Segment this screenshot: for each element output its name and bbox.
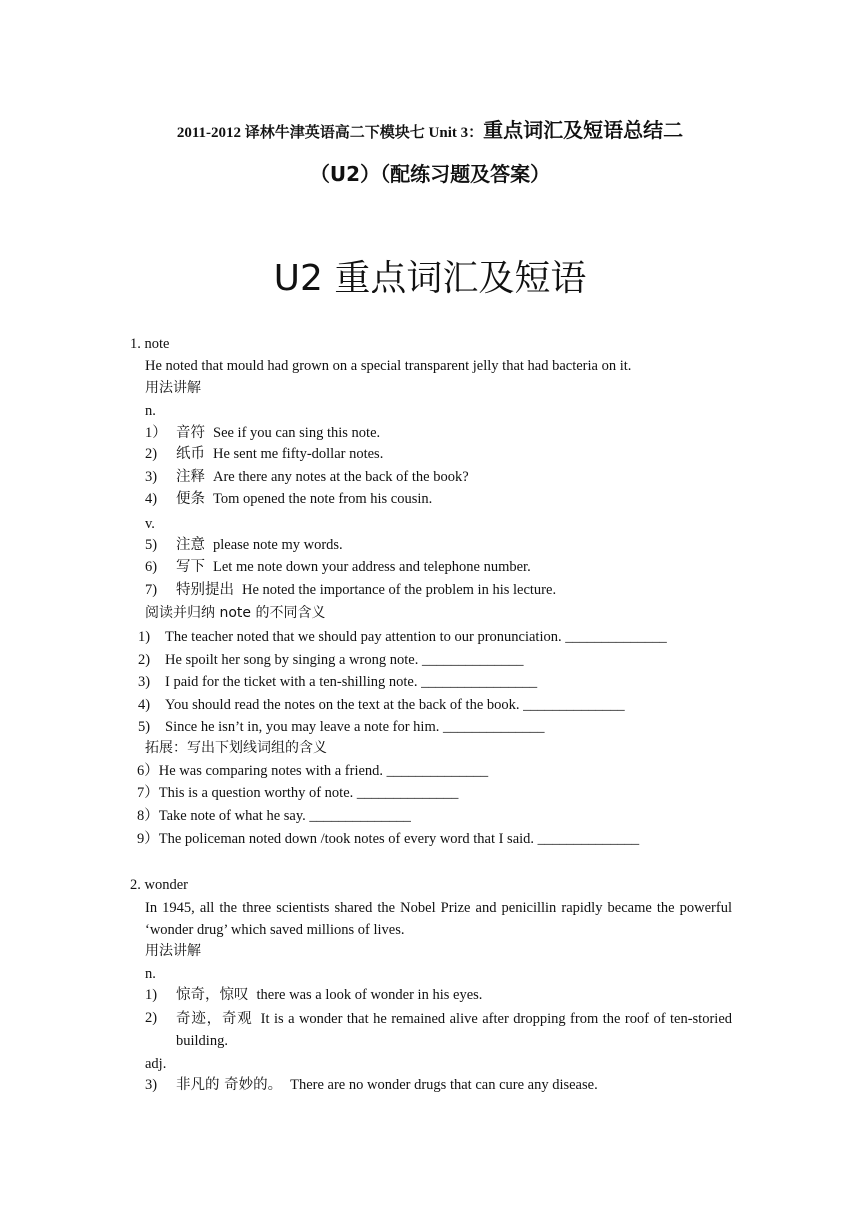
item-number: 7) [145,582,158,598]
list-item [145,580,556,600]
extension-item [137,806,411,826]
item-sentence: It is a wonder that he remained alive after dropping from the roof of ten-storied building. [176,1011,733,1049]
exercise-text: The teacher noted that we should pay attention to our pronunciation. ______________ [165,629,667,645]
item-sentence: please note my words. [213,537,343,553]
exercise-number: 3) [138,674,151,690]
entry-example-wonder: In 1945, all the three scientists shared the Nobel Prize and penicillin rapidly became the powerful ‘wonder drug’ which saved millions of lives. [145,900,732,938]
document-title-line2: （U2）（配练习题及答案） [309,162,551,186]
exercise-item [138,695,625,715]
exercise-text: You should read the notes on the text at the back of the book. ______________ [165,697,625,713]
usage-label: 用法讲解 [145,943,201,959]
item-sentence: He noted the importance of the problem in his lecture. [242,582,557,598]
title-main: 重点词汇及短语总结二 [483,118,684,142]
exercise-number: 5) [138,719,151,735]
item-sentence: See if you can sing this note. [213,425,381,441]
document-title-line1 [0,114,860,143]
item-sentence: Tom opened the note from his cousin. [213,491,433,507]
extension-text: This is a question worthy of note. ______________ [158,785,459,801]
list-item [145,467,469,487]
extension-number: 7） [137,785,159,801]
item-number: 3) [145,469,158,485]
extension-item [137,829,639,849]
usage-label: 用法讲解 [145,380,201,396]
item-number: 1) [145,987,158,1003]
pos-noun: n. [145,966,156,982]
item-number: 6) [145,559,158,575]
item-meaning: 特别提出 [176,582,234,598]
list-item [145,985,482,1005]
exercise-item [138,627,667,647]
exercise-number: 4) [138,697,151,713]
item-number: 3) [145,1077,158,1093]
entry-head-wonder: 2. wonder [130,877,188,893]
item-meaning: 便条 [176,491,205,507]
extension-number: 6） [137,763,159,779]
exercise-item [138,672,537,692]
item-sentence: There are no wonder drugs that can cure any disease. [290,1077,598,1093]
item-number: 2) [145,446,158,462]
exercise-text: I paid for the ticket with a ten-shilling note. ________________ [165,674,538,690]
list-item [145,444,383,464]
list-item [145,557,531,577]
exercise-number: 1) [138,629,151,645]
list-item [145,1008,732,1052]
extension-label: 拓展：写出下划线词组的含义 [145,740,327,756]
item-sentence: Let me note down your address and telephone number. [213,559,531,575]
item-body [176,1008,732,1052]
list-item [145,489,432,509]
pos-noun: n. [145,403,156,419]
exercise-label: 阅读并归纳 note 的不同含义 [145,605,326,621]
extension-text: Take note of what he say. ______________ [158,808,411,824]
exercise-number: 2) [138,652,151,668]
pos-adjective: adj. [145,1056,167,1072]
item-meaning: 音符 [176,425,205,441]
item-meaning: 惊奇，惊叹 [176,987,249,1003]
entry-example-note: He noted that mould had grown on a special transparent jelly that had bacteria on it. [145,358,632,374]
exercise-item [138,650,523,670]
exercise-text: Since he isn’t in, you may leave a note for him. ______________ [165,719,545,735]
list-item [145,535,343,555]
entry-head-note: 1. note [130,336,170,352]
extension-text: The policeman noted down /took notes of every word that I said. ______________ [158,831,640,847]
item-sentence: there was a look of wonder in his eyes. [256,987,483,1003]
item-sentence: He sent me fifty-dollar notes. [213,446,384,462]
item-meaning: 纸币 [176,446,205,462]
item-number: 4) [145,491,158,507]
pos-verb: v. [145,516,155,532]
extension-number: 9） [137,831,159,847]
list-item [145,1075,598,1095]
item-meaning: 非凡的 奇妙的。 [176,1077,283,1093]
extension-item [137,783,458,803]
item-number: 5) [145,537,158,553]
item-meaning: 奇迹，奇观 [176,1011,253,1027]
item-meaning: 写下 [176,559,205,575]
item-meaning: 注释 [176,469,205,485]
item-meaning: 注意 [176,537,205,553]
section-heading: U2 重点词汇及短语 [273,258,587,299]
exercise-item [138,717,545,737]
item-sentence: Are there any notes at the back of the book? [213,469,469,485]
exercise-text: He spoilt her song by singing a wrong note. ______________ [165,652,524,668]
title-prefix: 2011-2012 译林牛津英语高二下模块七 Unit 3： [176,125,484,141]
extension-item [137,761,488,781]
extension-number: 8） [137,808,159,824]
list-item [145,423,380,443]
extension-text: He was comparing notes with a friend. ______________ [158,763,489,779]
item-number: 1） [145,425,167,441]
item-number: 2) [145,1010,158,1026]
